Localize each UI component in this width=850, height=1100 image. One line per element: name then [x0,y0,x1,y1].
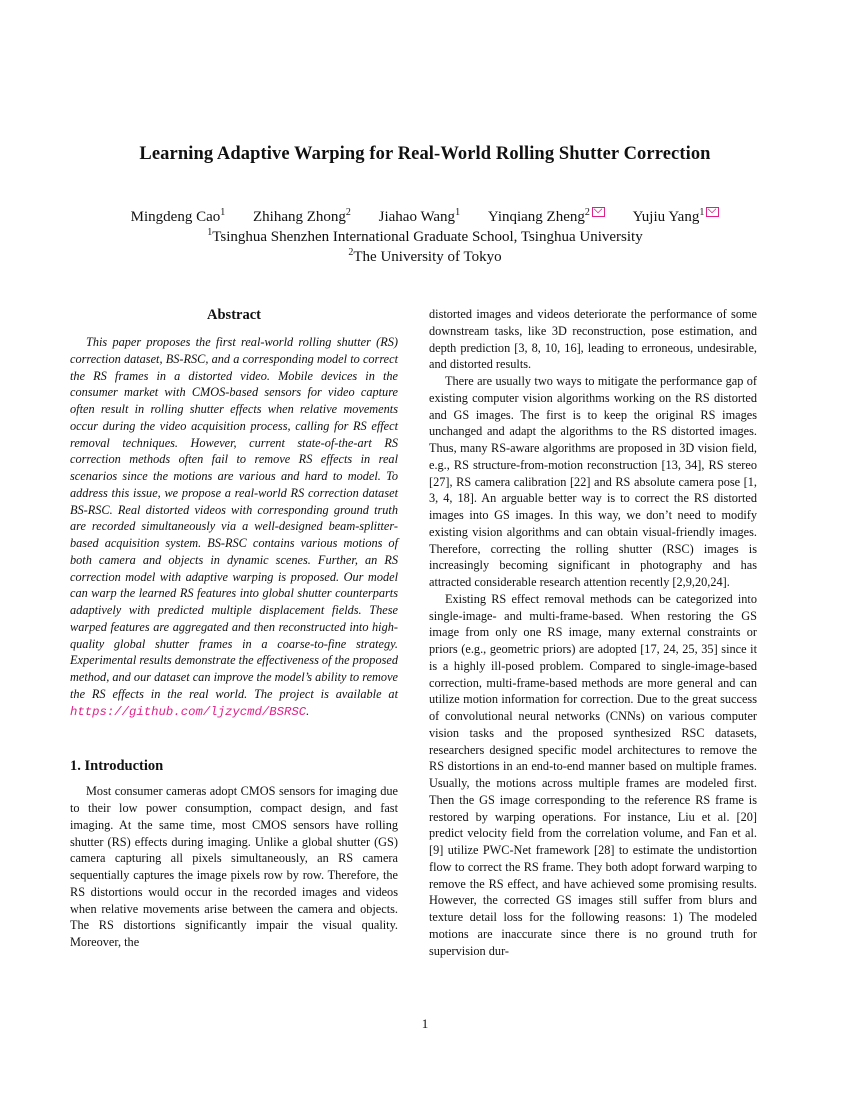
author: Zhihang Zhong$^2$ [252,207,351,225]
envelope-icon[interactable] [592,207,605,217]
author-block [0,207,850,267]
affiliation: $^1$Tsinghua Shenzhen International Graduate School, Tsinghua University [207,227,643,245]
body-paragraph: Existing RS effect removal methods can be categorized into single-image- and multi-frame-based. When restoring the GS image from only one RS image, many external constraints or priors (e.g., geometric priors) are adopted [17, 24, 25, 35] since it is a highly ill-posed problem. Compared to single-image-based correction, multi-frame-based methods are more general and can utilize motion information for correction. Due to the great success of convolutional neural networks (CNNs) on various computer vision tasks and the proposed synthesized RSC datasets, researchers designed specific model architectures to remove the RS distortions in an end-to-end manner based on multiple frames. Usually, the motions across multiple frames are modeled first. Then the GS image corresponding to the reference RS frame is restored by warping operations. For instance, Liu et al. [20] predict velocity field from the correlation volume, and Fan et al. [9] utilize PWC-Net framework [28] to estimate the undistortion flow to correct the RS frame. They both adopt forward warping to remove the RS effect, and have achieved some promising results. However, the corrected GS images still suffer from blurs and texture detail loss for the following reasons: 1) The modeled motions are inaccurate since there is no ground truth for supervision dur- [429,591,757,958]
left-column [70,306,398,951]
paper-title: Learning Adaptive Warping for Real-World Rolling Shutter Correction [139,144,711,164]
page-number: 1 [421,1016,429,1031]
abstract-heading: Abstract [207,307,261,323]
author-list [0,207,850,227]
author: Yinqiang Zheng$^2$ [488,207,605,227]
section-heading-introduction: 1. Introduction [70,758,164,775]
right-column [429,306,757,959]
author: Mingdeng Cao$^1$ [130,207,226,225]
abstract-text: This paper proposes the first real-world rolling shutter (RS) correction dataset, BS-RSC, and a corresponding model to correct the RS frames in a distorted video. Mobile devices in the consumer market with CMOS-based sensors for video capture often result in rolling shutter effects when relative movements occur during the video acquisition process, calling for RS effect removal techniques. However, current state-of-the-art RS correction methods often fail to remove RS effects in real scenarios since the motions are various and hard to model. To address this issue, we propose a real-world RS correction dataset BS-RSC. Real distorted videos with corresponding ground truth are recorded simultaneously via a well-designed beam-splitter-based acquisition system. BS-RSC contains various motions of both camera and objects in dynamic scenes. Further, an RS correction model with adaptive warping is proposed. Our model can warp the learned RS features into global shutter counterparts adaptively with predicted multiple displacement fields. These warped features are aggregated and then reconstructed into high-quality global shutter frames in a coarse-to-fine strategy. Experimental results demonstrate the effectiveness of the proposed method, and our dataset can improve the model’s ability to remove the RS effects in the real world. The project is available at https://github.com/ljzycmd/BSRSC. [70,335,398,719]
author: Yujiu Yang$^1$ [633,207,720,227]
author: Jiahao Wang$^1$ [378,207,461,225]
body-paragraph: There are usually two ways to mitigate the performance gap of existing computer vision algorithms working on the RS distorted and GS images. The first is to keep the original RS images unchanged and adapt the algorithms to the RS distorted images. Thus, many RS-aware algorithms are proposed in 3D vision field, e.g., RS structure-from-motion reconstruction [13, 34], RS stereo [27], RS camera calibration [22] and RS absolute camera pose [1, 3, 4, 18]. An arguable better way is to correct the RS distorted images into GS images. In this way, we don’t need to modify existing vision algorithms and can obtain visual-friendly images. Therefore, correcting the rolling shutter (RSC) images is increasingly becoming significant in photography and has attracted considerable research attention recently [2,9,20,24]. [429,374,757,589]
envelope-icon[interactable] [706,207,719,217]
affiliation: $^2$The University of Tokyo [348,247,502,265]
body-paragraph: distorted images and videos deteriorate the performance of some downstream tasks, like 3D reconstruction, pose estimation, and depth prediction [3, 8, 10, 16], leading to erroneous, undesirable, and distorted results. [429,307,757,372]
intro-paragraph: Most consumer cameras adopt CMOS sensors for imaging due to their low power consumption, compact design, and fast imaging. At the same time, most CMOS sensors have rolling shutter (RS) effects during imaging. Unlike a global shutter (GS) camera capturing all pixels simultaneously, an RS camera sequentially captures the image pixels row by row. Therefore, the RS distortions would occur in the recorded images and videos when relative movements arise between the camera and objects. The RS distortions significantly impair the visual quality. Moreover, the [70,784,398,949]
project-link[interactable]: https://github.com/ljzycmd/BSRSC [70,704,307,719]
